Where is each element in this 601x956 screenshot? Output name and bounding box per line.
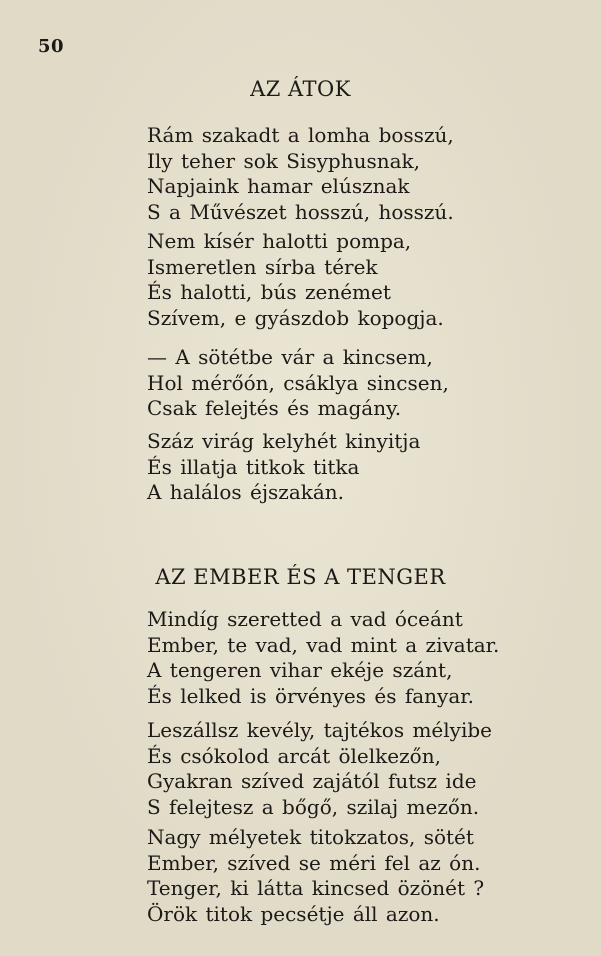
poem-line: A halálos éjszakán. (147, 480, 345, 504)
poem-line: Nagy mélyetek titokzatos, sötét (147, 825, 474, 849)
poem-line: Hol mérőón, csáklya sincsen, (147, 370, 449, 395)
poem-line: Ember, szíved se méri fel az ón. (147, 850, 481, 875)
poem-line: Csak felejtés és magány. (147, 396, 402, 420)
stanza-6 (147, 718, 492, 820)
poem-title-az-ember-es-a-tenger: AZ EMBER ÉS A TENGER (155, 565, 446, 589)
stanza-3 (147, 345, 449, 422)
poem-title-az-atok: AZ ÁTOK (250, 77, 351, 101)
poem-line: És illatja titkok titka (147, 454, 360, 479)
poem-line: Nem kísér halotti pompa, (147, 229, 412, 253)
poem-line: És lelked is örvényes és fanyar. (147, 683, 474, 708)
poem-line: Ily teher sok Sisyphusnak, (147, 148, 421, 173)
page-number: 50 (38, 36, 65, 57)
stanza-5 (147, 607, 499, 709)
poem-line: Leszállsz kevély, tajtékos mélyibe (147, 718, 492, 742)
poem-line: Napjaink hamar elúsznak (147, 174, 410, 198)
stanza-7 (147, 825, 484, 927)
stanza-4 (147, 429, 420, 506)
poem-line: Gyakran szíved zajától futsz ide (147, 769, 477, 793)
poem-line: S felejtesz a bőgő, szilaj mezőn. (147, 794, 480, 819)
poem-line: A tengeren vihar ekéje szánt, (147, 658, 453, 682)
poem-line: Szívem, e gyászdob kopogja. (147, 305, 444, 330)
poem-line: Rám szakadt a lomha bosszú, (147, 123, 454, 147)
poem-line: Örök titok pecsétje áll azon. (147, 901, 440, 926)
poem-line: Tenger, ki látta kincsed özönét ? (147, 876, 485, 900)
poem-line: S a Művészet hosszú, hosszú. (147, 199, 454, 224)
stanza-1 (147, 123, 454, 225)
poem-line: Ember, te vad, vad mint a zivatar. (147, 632, 500, 657)
poem-line: Mindíg szeretted a vad óceánt (147, 607, 463, 631)
poem-line: Ismeretlen sírba térek (147, 254, 378, 279)
poem-line: És halotti, bús zenémet (147, 280, 391, 304)
poem-line: És csókolod arcát ölelkezőn, (147, 743, 441, 768)
stanza-2 (147, 229, 444, 331)
poem-line: Száz virág kelyhét kinyitja (147, 429, 421, 453)
poem-line: — A sötétbe vár a kincsem, (147, 345, 433, 369)
